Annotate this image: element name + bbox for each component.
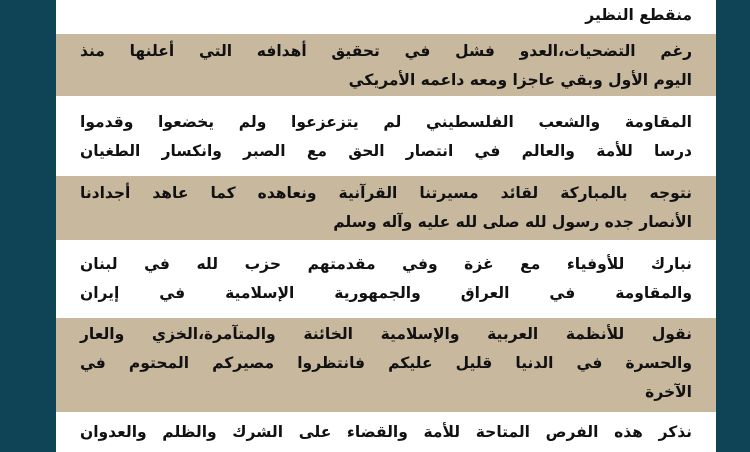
statement-line: نقول للأنظمة العربية والإسلامية الخائنة والمتآمرة،الخزي والعار (80, 325, 692, 343)
statement-line: والحسرة في الدنيا قليل عليكم فانتظروا مصيركم المحتوم في (80, 354, 692, 372)
statement-line: الآخرة (645, 383, 692, 401)
statement-line: منقطع النظير (585, 6, 692, 24)
statement-line: نتوجه بالمباركة لقائد مسيرتنا القرآنية ونعاهده كما عاهد أجدادنا (80, 184, 692, 202)
statement-row (56, 0, 716, 34)
statement-line: نبارك للأوفياء مع غزة وفي مقدمتهم حزب لله في لبنان (80, 255, 692, 273)
statement-line: المقاومة والشعب الفلسطيني لم يتزعزعوا ولم يخضعوا وقدموا (80, 113, 692, 131)
statement-panel (56, 0, 716, 441)
statement-line: اليوم الأول وبقي عاجزا ومعه داعمه الأمريكي (348, 71, 692, 89)
statement-row (56, 176, 716, 240)
statement-line: نذكر هذه الفرص المتاحة للأمة والقضاء على الشرك والظلم والعدوان (80, 423, 692, 441)
statement-line: درسا للأمة والعالم في انتصار الحق مع الصبر وانكسار الطغيان (80, 142, 692, 160)
statement-row (56, 318, 716, 412)
statement-row (56, 240, 716, 318)
statement-row (56, 412, 716, 452)
statement-line: رغم التضحيات،العدو فشل في تحقيق أهدافه التي أعلنها منذ (80, 42, 692, 60)
statement-row (56, 96, 716, 176)
statement-line: والمقاومة في العراق والجمهورية الإسلامية في إيران (80, 284, 692, 302)
statement-row (56, 34, 716, 96)
statement-line: الأنصار جده رسول لله صلى لله عليه وآله وسلم (333, 213, 692, 231)
